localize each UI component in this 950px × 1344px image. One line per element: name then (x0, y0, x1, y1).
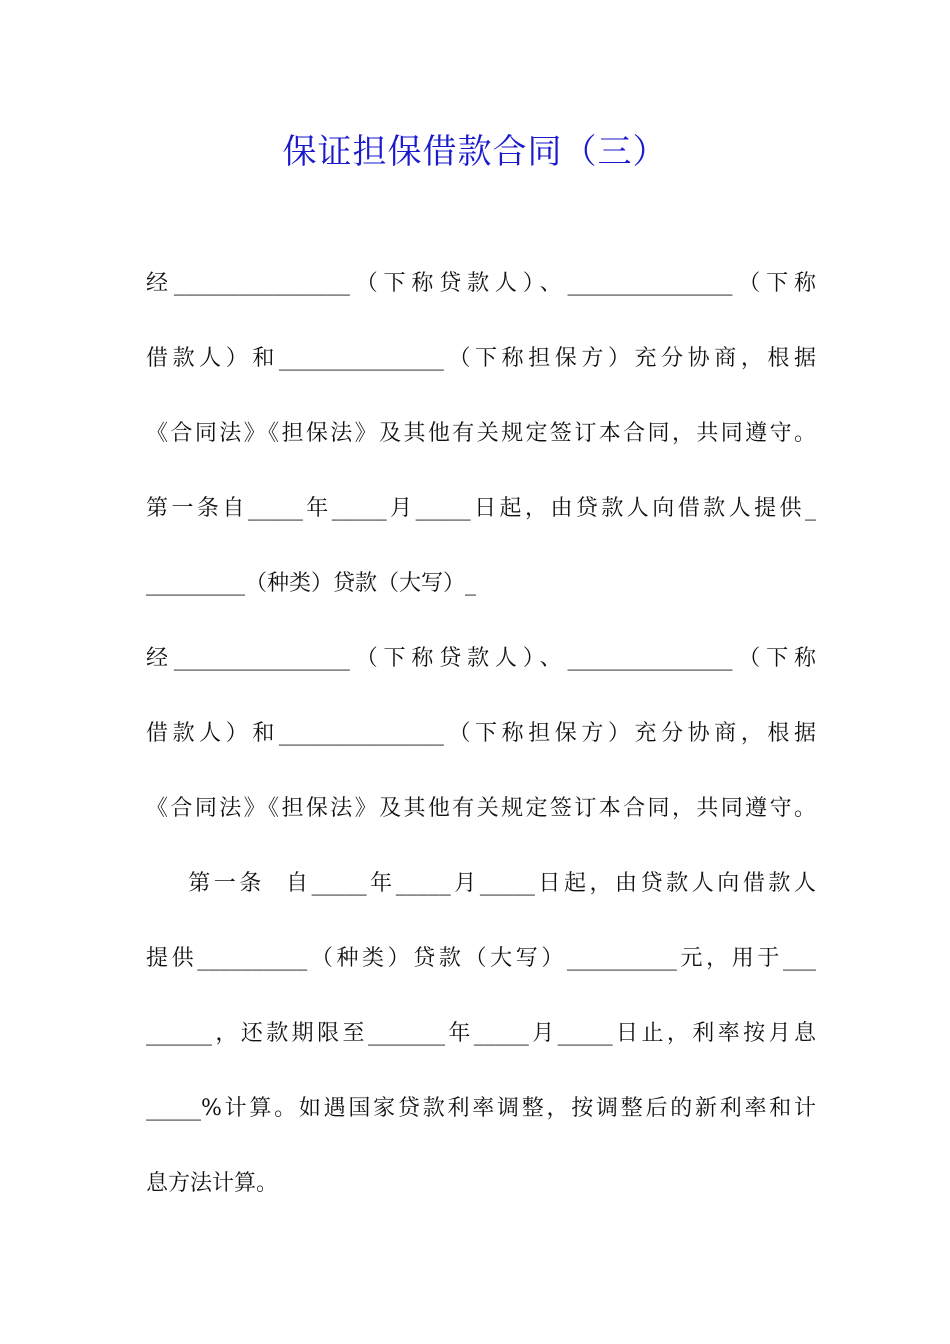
paragraph-line: 经________________（下称贷款人）、_______________（下称 (146, 646, 816, 671)
paragraph-line: 息方法计算。 (146, 1171, 279, 1196)
paragraph-line: 经________________（下称贷款人）、_______________（下称 (146, 271, 816, 296)
paragraph-line: _____%计算。如遇国家贷款利率调整，按调整后的新利率和计 (146, 1096, 816, 1121)
paragraph-line: ______，还款期限至_______年_____月_____日止，利率按月息 (146, 1021, 816, 1046)
paragraph-line: 第一条自_____年_____月_____日起，由贷款人向借款人提供_ (146, 496, 816, 521)
paragraph-line: 提供__________（种类）贷款（大写）__________元，用于___ (146, 946, 816, 971)
paragraph-line: 《合同法》《担保法》及其他有关规定签订本合同，共同遵守。 (146, 421, 816, 446)
document-title: 保证担保借款合同（三） (282, 132, 668, 172)
paragraph-line: 第一条 自_____年_____月_____日起，由贷款人向借款人 (146, 871, 816, 896)
paragraph-line: 借款人）和_______________（下称担保方）充分协商，根据 (146, 721, 816, 746)
paragraph-line: 借款人）和_______________（下称担保方）充分协商，根据 (146, 346, 816, 371)
paragraph-line: _________（种类）贷款（大写）_ (146, 571, 477, 596)
paragraph-line: 《合同法》《担保法》及其他有关规定签订本合同，共同遵守。 (146, 796, 816, 821)
